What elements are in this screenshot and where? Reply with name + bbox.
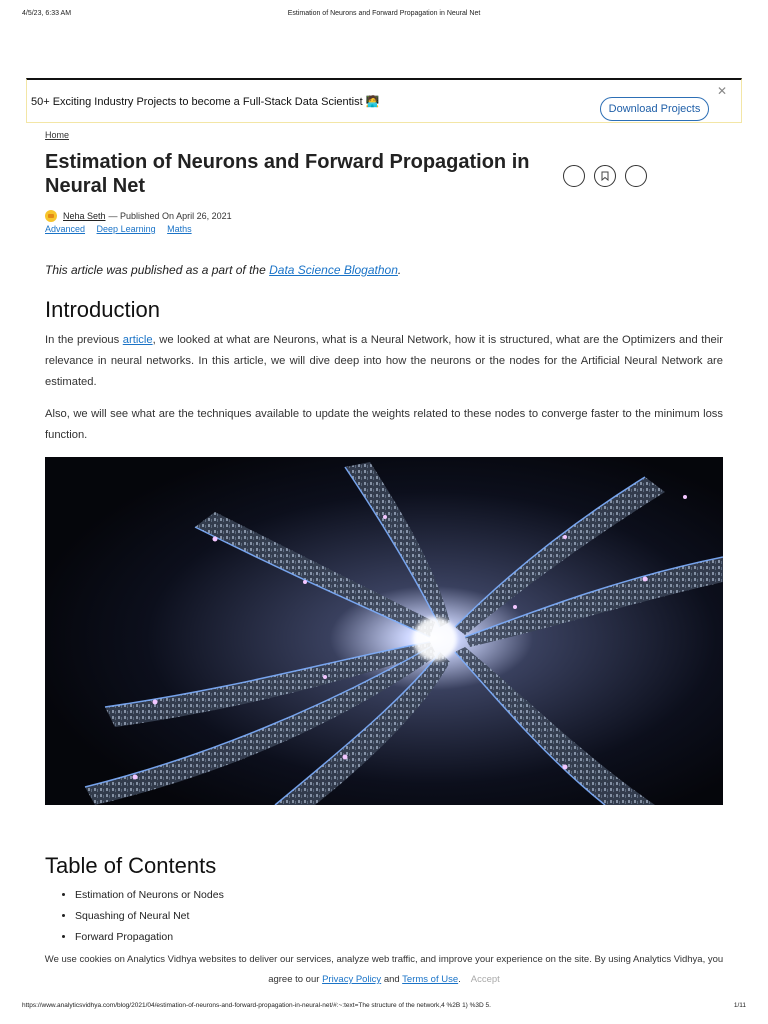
cookie-banner (0, 950, 768, 990)
tag-advanced[interactable]: Advanced (45, 224, 86, 234)
cookie-text: We use cookies on Analytics Vidhya websites to deliver our services, analyze web traffic, and improve your experience on the site. By using Analytics Vidhya, you (44, 954, 724, 965)
neural-network-hero-image (45, 457, 723, 805)
intro-paragraph-1: In the previous article, we looked at what are Neurons, what is a Neural Network, how it is structured, what are the Optimizers and their relevance in neural networks. In this article, we will dive deep into how the neurons or the nodes for the Artificial Neural Network are estimated. (45, 334, 723, 388)
breadcrumb-home[interactable]: Home (45, 130, 70, 140)
author-badge-icon (45, 210, 57, 222)
print-datetime: 4/5/23, 6:33 AM (22, 10, 72, 17)
download-projects-button[interactable]: Download Projects (600, 97, 709, 121)
toc-heading: Table of Contents (45, 853, 217, 878)
article-tags (45, 224, 201, 234)
toc-list (45, 885, 224, 948)
page-count: 1/11 (733, 1002, 746, 1009)
author-link[interactable]: Neha Seth (63, 211, 106, 221)
introduction-heading: Introduction (45, 297, 160, 322)
blogathon-note: This article was published as a part of the Data Science Blogathon. (45, 263, 402, 277)
accept-cookies-button[interactable]: Accept (470, 974, 500, 985)
bookmark-icon[interactable] (594, 165, 616, 187)
print-title: Estimation of Neurons and Forward Propagation in Neural Net (287, 10, 481, 17)
toc-item[interactable]: • Estimation of Neurons or Nodes (75, 885, 224, 906)
close-icon[interactable]: ✕ (716, 84, 727, 98)
previous-article-link[interactable]: article (122, 334, 153, 346)
toc-item[interactable]: • Forward Propagation (75, 927, 224, 948)
privacy-policy-link[interactable]: Privacy Policy (322, 974, 382, 985)
tag-deep-learning[interactable]: Deep Learning (96, 224, 156, 234)
blogathon-link[interactable]: Data Science Blogathon (269, 263, 398, 277)
print-url: https://www.analyticsvidhya.com/blog/2021/04/estimation-of-neurons-and-forward-propagation-in-neural-net/#:~:text=The structure of the network,4 %2B 1) %3D 5. (22, 1002, 491, 1009)
tag-maths[interactable]: Maths (167, 224, 192, 234)
published-date: — Published On April 26, 2021 (108, 211, 232, 221)
more-icon[interactable] (625, 165, 647, 187)
article-meta (45, 210, 232, 222)
article-title: Estimation of Neurons and Forward Propagation in Neural Net (45, 151, 530, 197)
toc-item[interactable]: • Squashing of Neural Net (75, 906, 224, 927)
cookie-text-line-2: agree to our Privacy Policy and Terms of Use. Accept (268, 974, 500, 985)
share-icon[interactable] (563, 165, 585, 187)
terms-of-use-link[interactable]: Terms of Use (402, 974, 459, 985)
laptop-emoji-icon: 🧑‍💻 (365, 96, 380, 108)
promo-text: 50+ Exciting Industry Projects to become a Full-Stack Data Scientist 🧑‍💻 (31, 96, 380, 108)
print-header (0, 10, 768, 24)
intro-paragraph-2: Also, we will see what are the techniques available to update the weights related to these nodes to converge faster to the minimum loss function. (45, 408, 723, 441)
promo-banner (26, 78, 742, 123)
